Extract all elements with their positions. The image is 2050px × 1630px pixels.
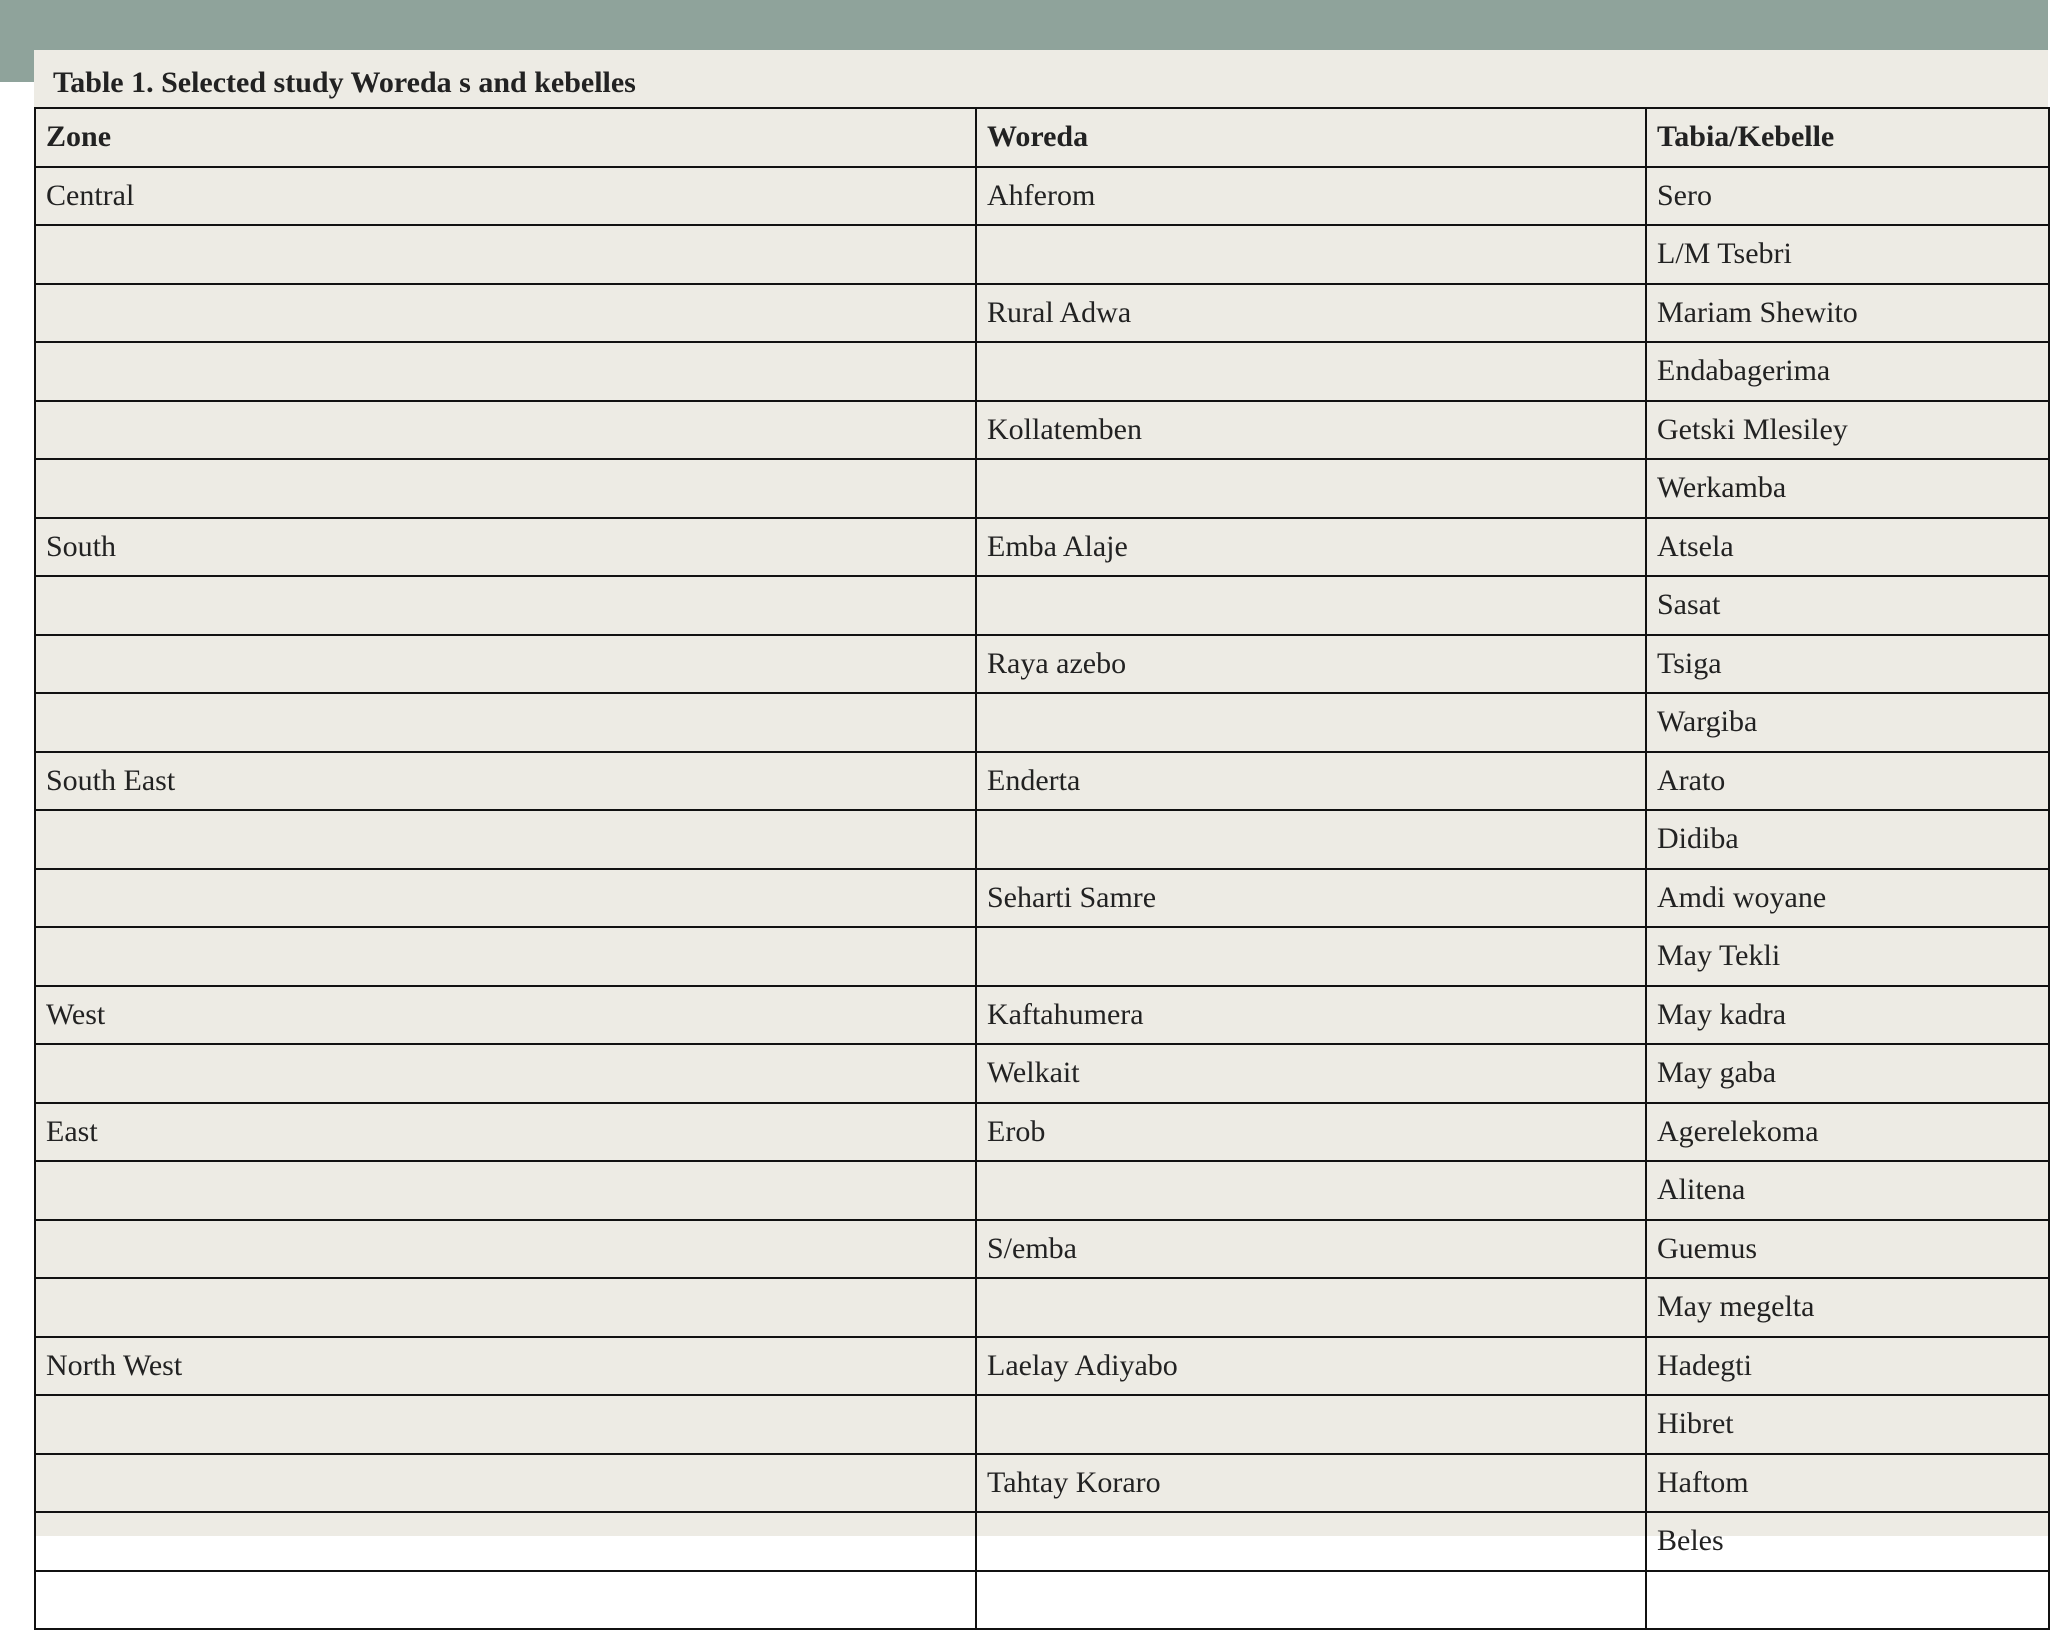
cell-kebelle: Werkamba xyxy=(1646,459,2049,518)
table-row xyxy=(35,1337,2049,1396)
table-row xyxy=(35,810,2049,869)
cell-woreda xyxy=(976,1278,1646,1337)
cell-woreda: Kollatemben xyxy=(976,401,1646,460)
table-row xyxy=(35,576,2049,635)
cell-kebelle xyxy=(1646,1571,2049,1630)
cell-zone xyxy=(35,1571,976,1630)
header-zone: Zone xyxy=(35,108,976,167)
cell-zone xyxy=(35,693,976,752)
cell-woreda xyxy=(976,459,1646,518)
cell-kebelle: Beles xyxy=(1646,1512,2049,1571)
cell-zone: West xyxy=(35,986,976,1045)
cell-woreda: Kaftahumera xyxy=(976,986,1646,1045)
cell-zone xyxy=(35,1161,976,1220)
table-row xyxy=(35,225,2049,284)
cell-zone xyxy=(35,284,976,343)
cell-woreda xyxy=(976,693,1646,752)
cell-zone: South xyxy=(35,518,976,577)
cell-woreda xyxy=(976,1161,1646,1220)
cell-woreda: Seharti Samre xyxy=(976,869,1646,928)
table-row xyxy=(35,1454,2049,1513)
table-row xyxy=(35,1220,2049,1279)
cell-zone: South East xyxy=(35,752,976,811)
table-row xyxy=(35,635,2049,694)
table-row xyxy=(35,1278,2049,1337)
cell-kebelle: Hibret xyxy=(1646,1395,2049,1454)
table-row xyxy=(35,1395,2049,1454)
table-row xyxy=(35,752,2049,811)
cell-woreda: Raya azebo xyxy=(976,635,1646,694)
cell-kebelle: L/M Tsebri xyxy=(1646,225,2049,284)
study-woredas-table xyxy=(34,107,2050,1630)
cell-kebelle: Agerelekoma xyxy=(1646,1103,2049,1162)
cell-woreda xyxy=(976,1395,1646,1454)
table-row xyxy=(35,1044,2049,1103)
cell-kebelle: Hadegti xyxy=(1646,1337,2049,1396)
cell-kebelle: Didiba xyxy=(1646,810,2049,869)
cell-zone: North West xyxy=(35,1337,976,1396)
cell-woreda: Tahtay Koraro xyxy=(976,1454,1646,1513)
table-row xyxy=(35,167,2049,226)
cell-woreda: Enderta xyxy=(976,752,1646,811)
cell-kebelle: Atsela xyxy=(1646,518,2049,577)
table-row xyxy=(35,284,2049,343)
cell-zone xyxy=(35,1395,976,1454)
cell-woreda xyxy=(976,1571,1646,1630)
cell-kebelle: May kadra xyxy=(1646,986,2049,1045)
table-row xyxy=(35,869,2049,928)
cell-zone xyxy=(35,927,976,986)
table-row xyxy=(35,927,2049,986)
table-row xyxy=(35,518,2049,577)
cell-kebelle: May gaba xyxy=(1646,1044,2049,1103)
cell-kebelle: Getski Mlesiley xyxy=(1646,401,2049,460)
cell-zone: East xyxy=(35,1103,976,1162)
cell-woreda xyxy=(976,1512,1646,1571)
cell-kebelle: Guemus xyxy=(1646,1220,2049,1279)
cell-woreda xyxy=(976,576,1646,635)
cell-kebelle: Amdi woyane xyxy=(1646,869,2049,928)
cell-zone: Central xyxy=(35,167,976,226)
table-row xyxy=(35,1512,2049,1571)
cell-kebelle: Arato xyxy=(1646,752,2049,811)
cell-woreda: Laelay Adiyabo xyxy=(976,1337,1646,1396)
cell-woreda xyxy=(976,810,1646,869)
cell-woreda xyxy=(976,342,1646,401)
cell-woreda xyxy=(976,225,1646,284)
cell-woreda: Welkait xyxy=(976,1044,1646,1103)
cell-zone xyxy=(35,1454,976,1513)
header-band-tab xyxy=(0,50,34,82)
cell-zone xyxy=(35,1278,976,1337)
cell-woreda: S/emba xyxy=(976,1220,1646,1279)
cell-kebelle: Wargiba xyxy=(1646,693,2049,752)
table-sheet xyxy=(34,50,2048,1557)
cell-zone xyxy=(35,401,976,460)
cell-woreda: Rural Adwa xyxy=(976,284,1646,343)
cell-woreda: Erob xyxy=(976,1103,1646,1162)
table-row xyxy=(35,986,2049,1045)
table-caption: Table 1. Selected study Woreda s and kebelles xyxy=(53,66,636,99)
cell-kebelle: Tsiga xyxy=(1646,635,2049,694)
table-header-row xyxy=(35,108,2049,167)
cell-zone xyxy=(35,810,976,869)
cell-zone xyxy=(35,225,976,284)
cell-zone xyxy=(35,635,976,694)
cell-zone xyxy=(35,459,976,518)
cell-zone xyxy=(35,1044,976,1103)
cell-kebelle: May Tekli xyxy=(1646,927,2049,986)
cell-kebelle: May megelta xyxy=(1646,1278,2049,1337)
header-woreda: Woreda xyxy=(976,108,1646,167)
table-row xyxy=(35,1571,2049,1630)
header-kebelle: Tabia/Kebelle xyxy=(1646,108,2049,167)
table-row xyxy=(35,342,2049,401)
cell-zone xyxy=(35,1512,976,1571)
cell-zone xyxy=(35,342,976,401)
cell-woreda: Ahferom xyxy=(976,167,1646,226)
cell-kebelle: Endabagerima xyxy=(1646,342,2049,401)
table-row xyxy=(35,1161,2049,1220)
cell-woreda xyxy=(976,927,1646,986)
table-row xyxy=(35,1103,2049,1162)
cell-zone xyxy=(35,869,976,928)
table-row xyxy=(35,459,2049,518)
header-band xyxy=(0,0,2048,50)
cell-kebelle: Sasat xyxy=(1646,576,2049,635)
cell-kebelle: Haftom xyxy=(1646,1454,2049,1513)
cell-zone xyxy=(35,576,976,635)
cell-kebelle: Alitena xyxy=(1646,1161,2049,1220)
cell-woreda: Emba Alaje xyxy=(976,518,1646,577)
table-row xyxy=(35,693,2049,752)
cell-zone xyxy=(35,1220,976,1279)
cell-kebelle: Sero xyxy=(1646,167,2049,226)
cell-kebelle: Mariam Shewito xyxy=(1646,284,2049,343)
table-row xyxy=(35,401,2049,460)
